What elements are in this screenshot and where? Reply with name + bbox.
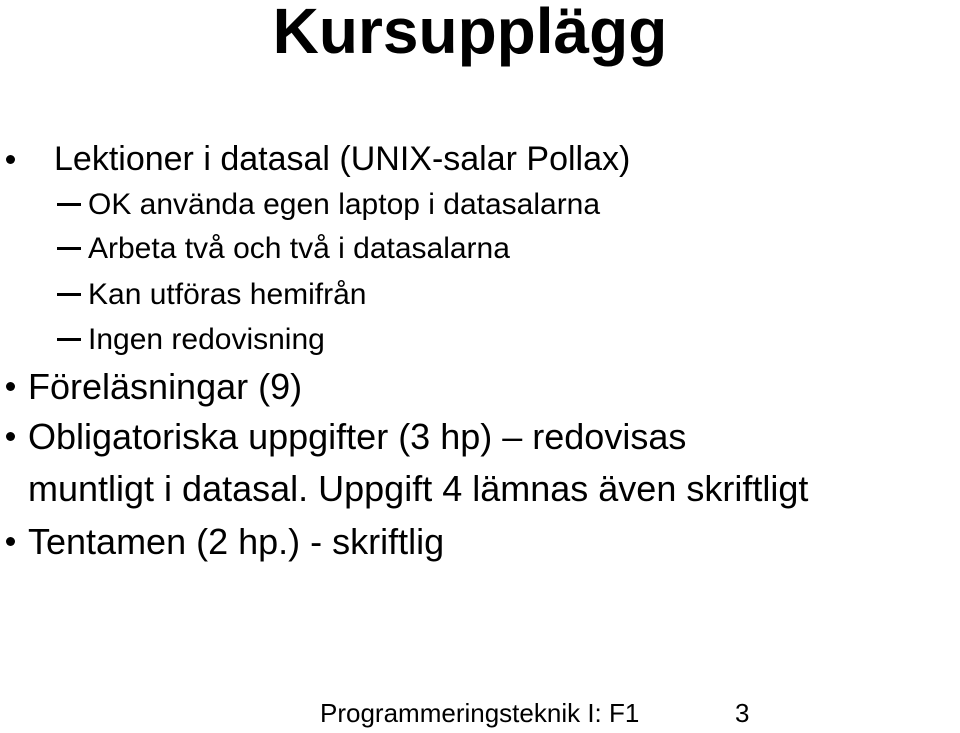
list-item: Tentamen (2 hp.) - skriftlig <box>28 521 445 562</box>
list-item: Kan utföras hemifrån <box>88 278 367 311</box>
bullet-dash <box>57 203 81 206</box>
footer-course-name: Programmeringsteknik I: F1 <box>320 698 640 728</box>
list-item: Arbeta två och två i datasalarna <box>88 232 510 265</box>
list-item: OK använda egen laptop i datasalarna <box>88 188 601 221</box>
footer-page-number: 3 <box>735 698 750 728</box>
list-item: Föreläsningar (9) <box>28 366 303 407</box>
slide-title: Kursupplägg <box>272 0 668 67</box>
list-item: Ingen redovisning <box>88 323 325 356</box>
bullet-dash <box>57 293 81 296</box>
list-item-continuation: muntligt i datasal. Uppgift 4 lämnas även skriftligt <box>28 468 809 509</box>
bullet-dot <box>6 537 15 546</box>
bullet-dot <box>6 432 15 441</box>
bullet-dash <box>57 338 81 341</box>
list-item: Lektioner i datasal (UNIX-salar Pollax) <box>54 140 631 178</box>
bullet-dot <box>6 382 15 391</box>
bullet-dash <box>57 247 81 250</box>
bullet-dot <box>6 155 15 164</box>
list-item: Obligatoriska uppgifter (3 hp) – redovisas <box>28 416 687 457</box>
